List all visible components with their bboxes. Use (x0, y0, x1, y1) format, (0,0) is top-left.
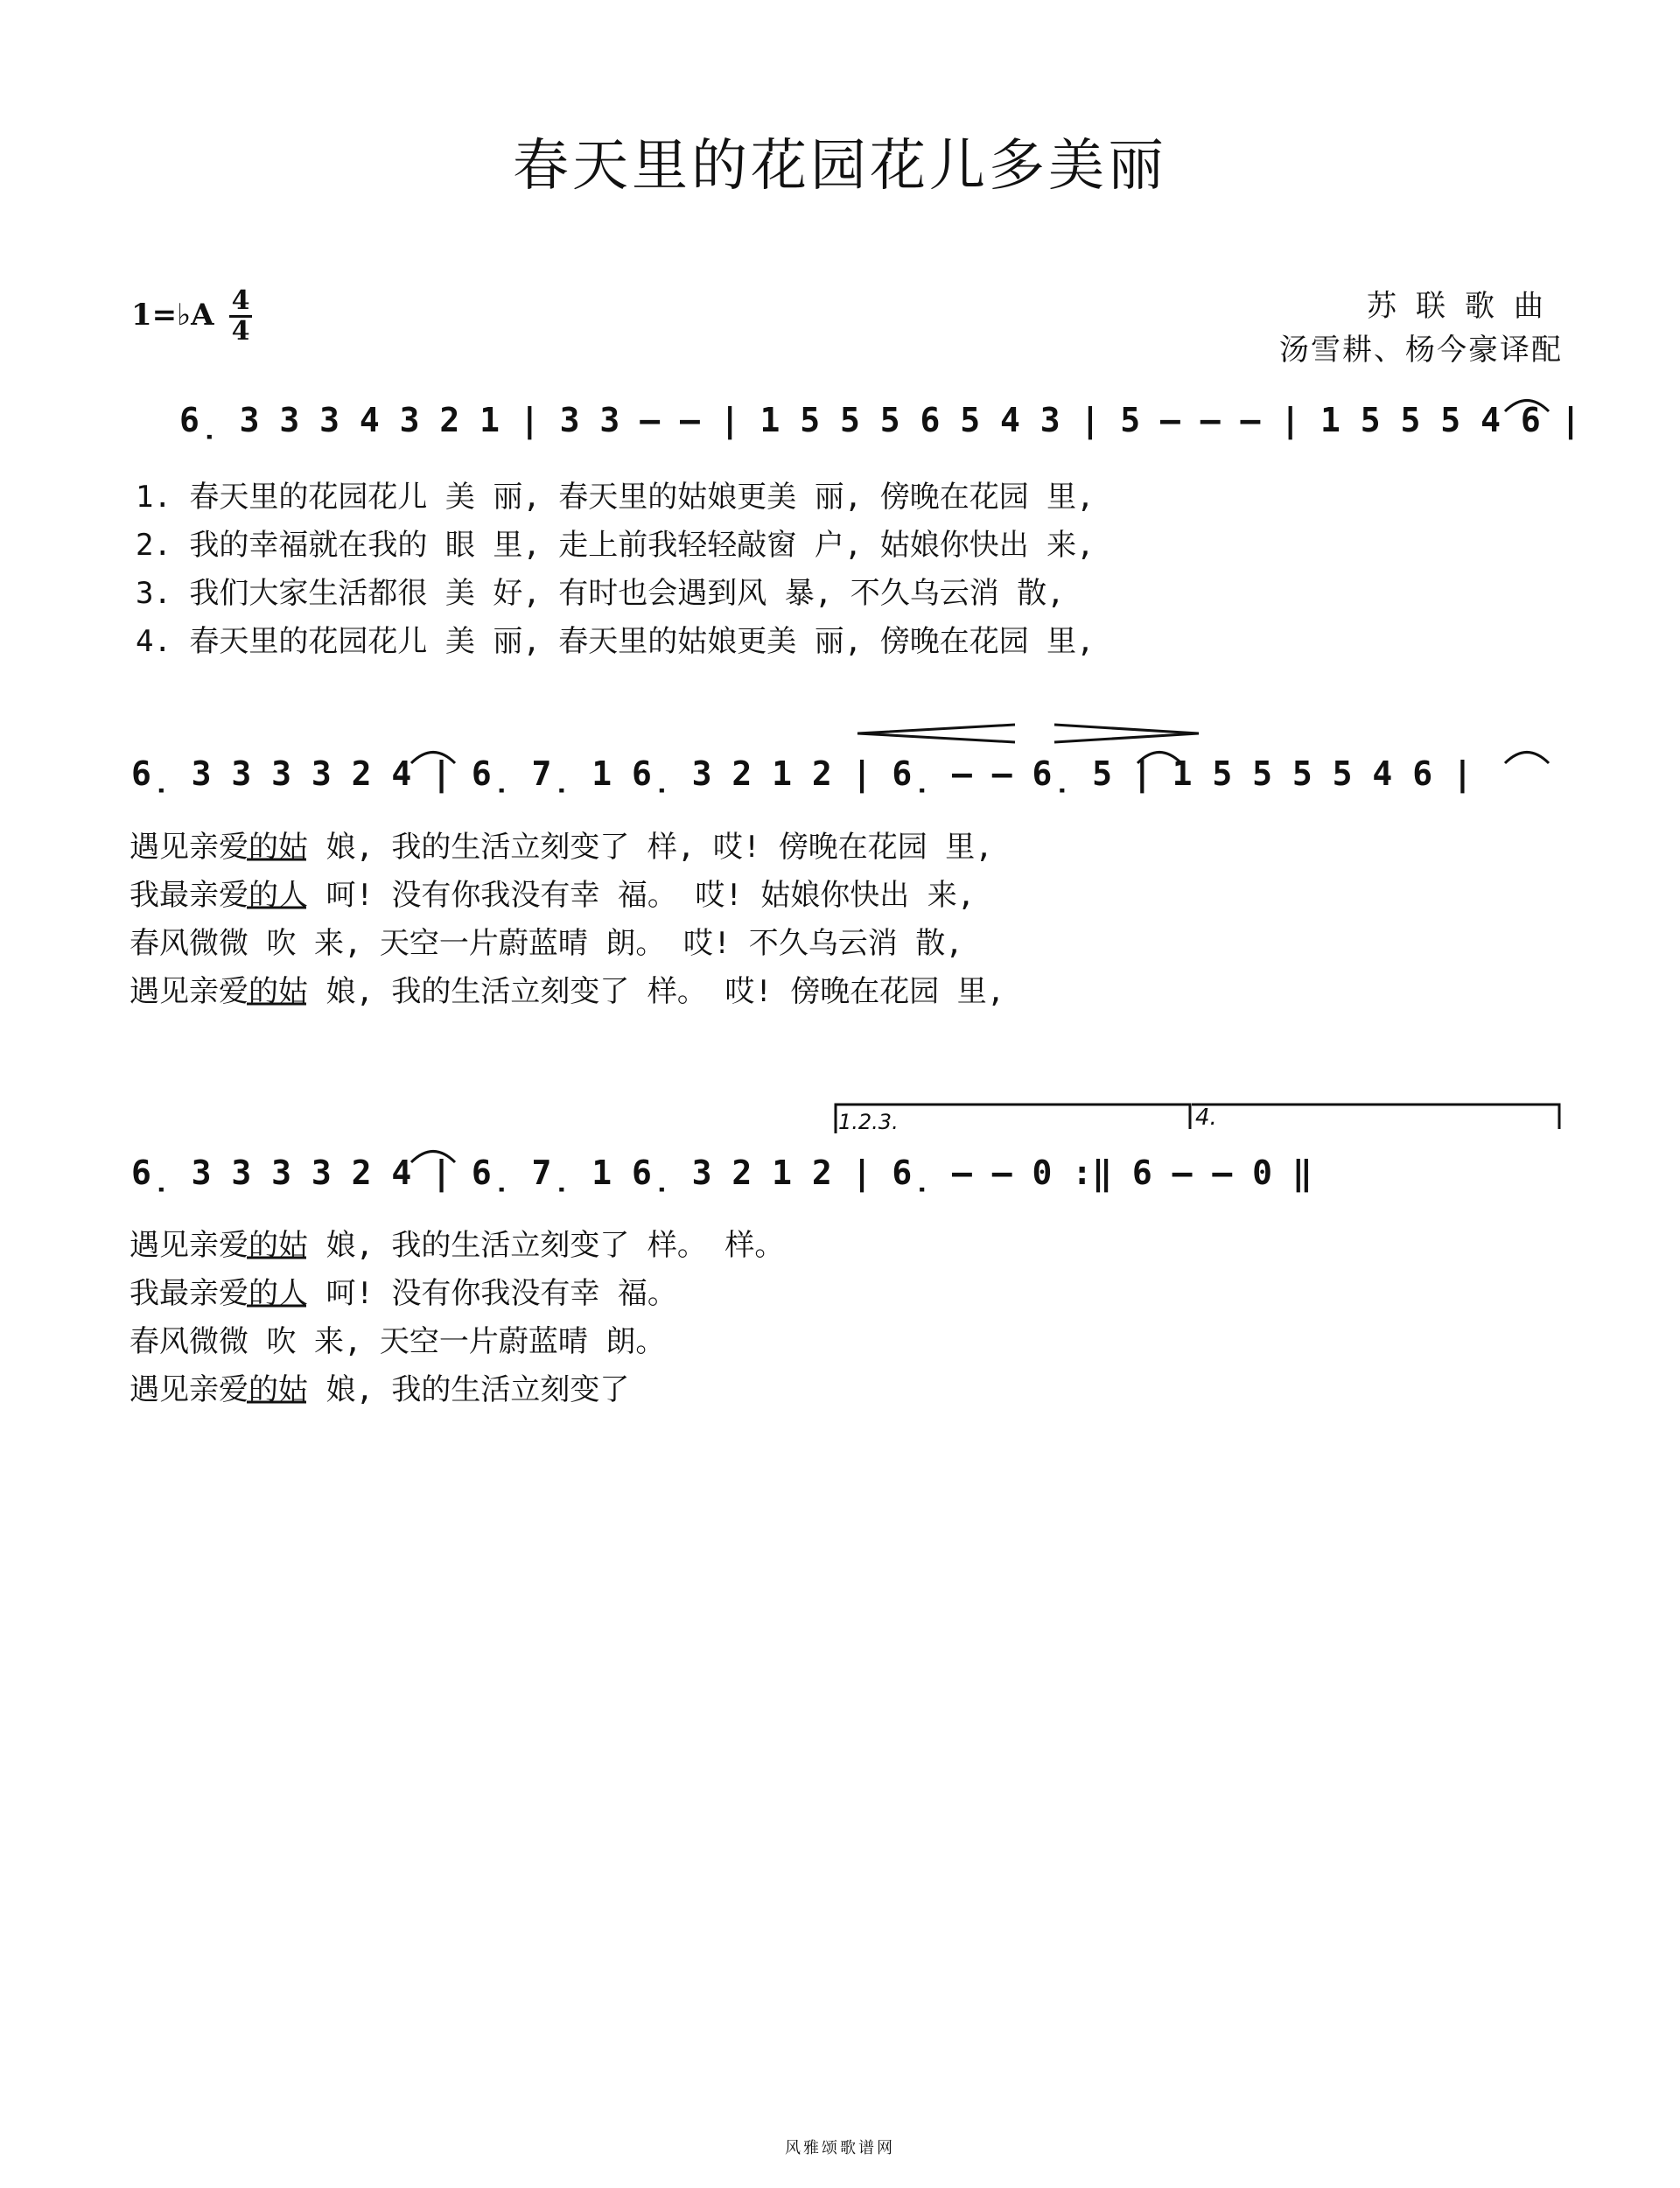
tie-mark (1505, 753, 1549, 764)
tie-mark (411, 753, 455, 764)
lyric-line: 3. 我们大家生活都很 美 好, 有时也会遇到风 暴, 不久乌云消 散, (136, 576, 1065, 611)
volta-first-ending: 1.2.3. (838, 1110, 899, 1134)
tie-mark (411, 1152, 455, 1163)
volta-bracket-2 (1192, 1105, 1559, 1129)
time-signature-bottom: 4 (231, 316, 250, 347)
notation-line: 6̣ 3 3 3 3 2 4 | 6̣ 7̣ 1 6̣ 3 2 1 2 | 6̣ – – 6̣ 5 | 1 5 5 5 5 4 6 | (131, 754, 1473, 793)
lyric-line: 我最亲爱的人 呵! 没有你我没有幸 福。 哎! 姑娘你快出 来, (130, 878, 976, 913)
tie-mark (1505, 401, 1549, 412)
notation-line: 6̣ 3 3 3 3 2 4 | 6̣ 7̣ 1 6̣ 3 2 1 2 | 6̣ – – 0 :‖ 6 – – 0 ‖ (131, 1154, 1312, 1192)
music-credit: 苏联歌曲 (1367, 289, 1563, 324)
volta-bracket-1 (836, 1105, 1190, 1133)
notation-line: 6̣ 3 3 3 4 3 2 1 | 3 3 – – | 1 5 5 5 6 5 4 3 | 5 – – – | 1 5 5 5 4 6 | (179, 401, 1581, 439)
lyric-line: 1. 春天里的花园花儿 美 丽, 春天里的姑娘更美 丽, 傍晚在花园 里, (136, 480, 1095, 515)
time-signature-top: 4 (231, 285, 250, 316)
key-signature: 1=♭A (131, 298, 214, 333)
footer-watermark: 风雅颂歌谱网 (785, 2139, 895, 2157)
lyrics-credit: 汤雪耕、杨今豪译配 (1279, 333, 1563, 368)
tie-mark (1138, 753, 1181, 764)
lyric-line: 2. 我的幸福就在我的 眼 里, 走上前我轻轻敲窗 户, 姑娘你快出 来, (136, 528, 1095, 563)
lyric-line: 春风微微 吹 来, 天空一片蔚蓝晴 朗。 哎! 不久乌云消 散, (130, 926, 963, 961)
lyric-line: 遇见亲爱的姑 娘, 我的生活立刻变了 样。 哎! 傍晚在花园 里, (130, 974, 1005, 1009)
lyric-line: 春风微微 吹 来, 天空一片蔚蓝晴 朗。 (130, 1324, 666, 1359)
lyric-line: 我最亲爱的人 呵! 没有你我没有幸 福。 (130, 1276, 677, 1311)
volta-second-ending: 4. (1195, 1105, 1217, 1131)
crescendo-mark (858, 725, 1015, 742)
lyric-line: 遇见亲爱的姑 娘, 我的生活立刻变了 样, 哎! 傍晚在花园 里, (130, 830, 993, 865)
lyric-line: 遇见亲爱的姑 娘, 我的生活立刻变了 (130, 1372, 630, 1407)
page-title: 春天里的花园花儿多美丽 (513, 134, 1167, 199)
lyric-line: 4. 春天里的花园花儿 美 丽, 春天里的姑娘更美 丽, 傍晚在花园 里, (136, 624, 1095, 659)
decrescendo-mark (1054, 725, 1199, 742)
lyric-line: 遇见亲爱的姑 娘, 我的生活立刻变了 样。 样。 (130, 1228, 785, 1263)
